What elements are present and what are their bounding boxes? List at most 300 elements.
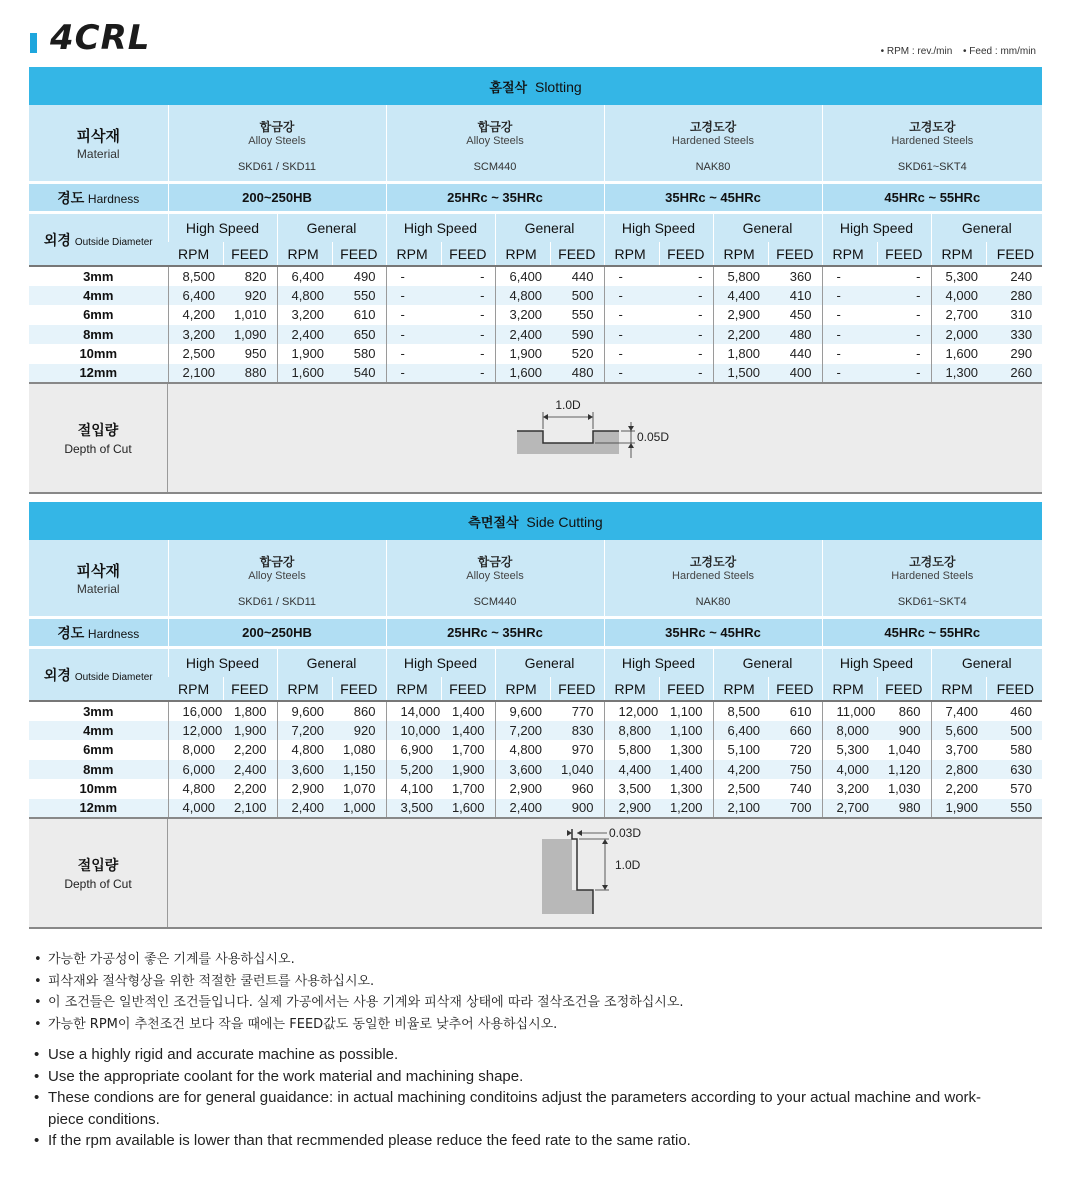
feed-cell: -	[659, 286, 713, 306]
feed-cell: 1,080	[332, 740, 386, 760]
rpm-header: RPM	[386, 677, 441, 701]
feed-cell: 900	[550, 799, 604, 819]
feed-cell: 860	[332, 701, 386, 721]
side-cutting-table	[29, 502, 1042, 819]
feed-cell: -	[659, 266, 713, 286]
page-title: 4CRL	[50, 18, 151, 58]
feed-cell: 1,090	[223, 325, 277, 345]
feed-cell: 920	[223, 286, 277, 306]
feed-cell: 1,200	[659, 799, 713, 819]
general-header: General	[931, 214, 1042, 242]
feed-cell: 550	[986, 799, 1042, 819]
rpm-header: RPM	[277, 677, 332, 701]
rpm-cell: 1,300	[931, 364, 986, 384]
rpm-cell: 2,400	[277, 799, 332, 819]
rpm-cell: 2,700	[931, 305, 986, 325]
feed-cell: 1,300	[659, 779, 713, 799]
diameter-header	[29, 214, 168, 266]
rpm-cell: -	[386, 305, 441, 325]
rpm-cell: 4,000	[931, 286, 986, 306]
feed-cell: 450	[768, 305, 822, 325]
rpm-header: RPM	[495, 242, 550, 266]
slot-depth-label: 0.05D	[637, 430, 670, 444]
slotting-title	[29, 67, 1042, 105]
rpm-header: RPM	[931, 677, 986, 701]
feed-cell: 880	[223, 364, 277, 384]
feed-cell: -	[441, 286, 495, 306]
feed-cell: -	[659, 344, 713, 364]
rpm-cell: 2,900	[604, 799, 659, 819]
rpm-cell: -	[386, 266, 441, 286]
feed-header: FEED	[986, 677, 1042, 701]
hardness-label-ko: 경도	[57, 625, 85, 642]
feed-header: FEED	[441, 677, 495, 701]
note-item: • Use a highly rigid and accurate machine as possible.	[34, 1044, 1014, 1066]
workpiece-left	[517, 431, 543, 454]
feed-cell: 1,800	[223, 701, 277, 721]
rpm-cell: -	[822, 364, 877, 384]
rpm-cell: -	[604, 305, 659, 325]
feed-cell: 550	[550, 305, 604, 325]
material-grade: SKD61 / SKD11	[237, 595, 317, 608]
rpm-cell: 2,000	[931, 325, 986, 345]
note-item: • 피삭재와 절삭형상을 위한 적절한 쿨런트를 사용하십시오.	[34, 971, 684, 993]
feed-cell: 610	[768, 701, 822, 721]
feed-cell: 1,120	[877, 760, 931, 780]
rpm-cell: 9,600	[495, 701, 550, 721]
material-header	[29, 105, 168, 181]
diameter-header	[29, 649, 168, 701]
rpm-cell: -	[822, 344, 877, 364]
feed-cell: 580	[332, 344, 386, 364]
material-cell	[604, 105, 822, 181]
hardness-value: 45HRc ~ 55HRc	[822, 184, 1042, 211]
material-label-en: Material	[76, 582, 120, 596]
table-row	[29, 779, 1042, 799]
feed-cell: 410	[768, 286, 822, 306]
diameter-cell: 3mm	[29, 266, 168, 286]
feed-header: FEED	[986, 242, 1042, 266]
rpm-cell: 2,500	[168, 344, 223, 364]
rpm-cell: 6,000	[168, 760, 223, 780]
diameter-cell: 10mm	[29, 344, 168, 364]
rpm-cell: -	[604, 325, 659, 345]
table-row	[29, 286, 1042, 306]
feed-cell: 1,900	[223, 721, 277, 741]
note-item: • Use the appropriate coolant for the work material and machining shape.	[34, 1066, 1014, 1088]
feed-header: FEED	[659, 242, 713, 266]
feed-header: FEED	[223, 242, 277, 266]
material-grade: SKD61~SKT4	[897, 595, 967, 608]
feed-header: FEED	[441, 242, 495, 266]
feed-cell: 830	[550, 721, 604, 741]
rpm-cell: 4,100	[386, 779, 441, 799]
rpm-cell: 5,600	[931, 721, 986, 741]
rpm-cell: 2,100	[168, 364, 223, 384]
diameter-cell: 8mm	[29, 325, 168, 345]
material-name-en: Hardened Steels	[672, 569, 754, 582]
material-name-ko: 고경도강	[689, 554, 737, 569]
rpm-cell: 5,300	[931, 266, 986, 286]
notes-english	[34, 1044, 1014, 1152]
rpm-header: RPM	[168, 677, 223, 701]
material-cell	[168, 105, 386, 181]
rpm-cell: 14,000	[386, 701, 441, 721]
depth-label-ko: 절입량	[77, 423, 119, 439]
side-cutting-section	[29, 502, 1042, 929]
material-name-en: Hardened Steels	[672, 134, 754, 147]
feed-cell: 570	[986, 779, 1042, 799]
material-name-ko: 합금강	[477, 119, 513, 134]
feed-cell: -	[877, 325, 931, 345]
depth-label-en: Depth of Cut	[64, 442, 132, 456]
workpiece-bottom	[543, 443, 593, 454]
rpm-cell: -	[604, 344, 659, 364]
table-row	[29, 799, 1042, 819]
feed-cell: -	[441, 364, 495, 384]
feed-cell: 500	[986, 721, 1042, 741]
side-cut-diagram	[29, 819, 1042, 929]
table-row	[29, 305, 1042, 325]
feed-cell: 1,000	[332, 799, 386, 819]
feed-cell: 1,400	[441, 721, 495, 741]
table-row	[29, 740, 1042, 760]
feed-cell: -	[441, 266, 495, 286]
rpm-cell: 5,100	[713, 740, 768, 760]
feed-cell: 260	[986, 364, 1042, 384]
hardness-label-en: Hardness	[87, 191, 140, 206]
diameter-label-ko: 외경	[43, 667, 71, 684]
feed-cell: 360	[768, 266, 822, 286]
rpm-cell: -	[604, 364, 659, 384]
feed-cell: -	[877, 344, 931, 364]
feed-cell: 720	[768, 740, 822, 760]
feed-unit: • Feed : mm/min	[963, 46, 1036, 57]
rpm-header: RPM	[713, 242, 768, 266]
material-grade: SKD61 / SKD11	[237, 160, 317, 173]
rpm-cell: 5,200	[386, 760, 441, 780]
high-speed-header: High Speed	[386, 649, 495, 677]
rpm-cell: -	[604, 286, 659, 306]
rpm-cell: 8,000	[822, 721, 877, 741]
hardness-value: 45HRc ~ 55HRc	[822, 619, 1042, 646]
rpm-cell: 4,800	[495, 740, 550, 760]
material-grade: SKD61~SKT4	[897, 160, 967, 173]
hardness-value: 25HRc ~ 35HRc	[386, 184, 604, 211]
feed-header: FEED	[768, 677, 822, 701]
feed-cell: 580	[986, 740, 1042, 760]
side-cutting-title-en: Side Cutting	[526, 513, 603, 530]
rpm-cell: 4,200	[168, 305, 223, 325]
high-speed-header: High Speed	[604, 214, 713, 242]
rpm-cell: 2,400	[495, 799, 550, 819]
rpm-header: RPM	[386, 242, 441, 266]
hardness-value: 35HRc ~ 45HRc	[604, 184, 822, 211]
workpiece-right	[593, 431, 619, 454]
rpm-cell: 1,500	[713, 364, 768, 384]
rpm-cell: 8,000	[168, 740, 223, 760]
material-name-en: Alloy Steels	[248, 134, 306, 147]
rpm-cell: 4,200	[713, 760, 768, 780]
rpm-cell: 4,800	[168, 779, 223, 799]
rpm-header: RPM	[277, 242, 332, 266]
rpm-cell: 7,200	[495, 721, 550, 741]
feed-cell: 960	[550, 779, 604, 799]
slotting-title-en: Slotting	[534, 78, 582, 95]
rpm-cell: 6,400	[713, 721, 768, 741]
feed-header: FEED	[877, 242, 931, 266]
high-speed-header: High Speed	[822, 214, 931, 242]
rpm-cell: 1,900	[931, 799, 986, 819]
rpm-cell: 8,500	[168, 266, 223, 286]
rpm-cell: 11,000	[822, 701, 877, 721]
material-name-ko: 고경도강	[689, 119, 737, 134]
feed-cell: 490	[332, 266, 386, 286]
rpm-cell: 2,900	[495, 779, 550, 799]
feed-cell: -	[877, 266, 931, 286]
rpm-cell: 1,600	[495, 364, 550, 384]
feed-cell: -	[877, 305, 931, 325]
rpm-cell: 3,600	[495, 760, 550, 780]
feed-cell: 740	[768, 779, 822, 799]
rpm-cell: 7,400	[931, 701, 986, 721]
general-header: General	[931, 649, 1042, 677]
material-name-en: Alloy Steels	[466, 134, 524, 147]
side-cutting-data-body	[29, 701, 1042, 818]
rpm-cell: 3,500	[386, 799, 441, 819]
rpm-cell: 2,400	[495, 325, 550, 345]
feed-cell: 2,400	[223, 760, 277, 780]
side-depth-of-cut	[29, 819, 1042, 929]
rpm-cell: 4,800	[277, 740, 332, 760]
feed-cell: 280	[986, 286, 1042, 306]
rpm-cell: 10,000	[386, 721, 441, 741]
feed-cell: 550	[332, 286, 386, 306]
feed-cell: 1,700	[441, 740, 495, 760]
rpm-cell: -	[822, 286, 877, 306]
rpm-cell: 3,200	[277, 305, 332, 325]
feed-cell: 1,900	[441, 760, 495, 780]
rpm-cell: 3,200	[495, 305, 550, 325]
table-row	[29, 325, 1042, 345]
feed-cell: 440	[550, 266, 604, 286]
table-row	[29, 721, 1042, 741]
rpm-cell: 16,000	[168, 701, 223, 721]
rpm-cell: 12,000	[604, 701, 659, 721]
material-cell	[822, 540, 1042, 616]
material-cell	[822, 105, 1042, 181]
feed-cell: 290	[986, 344, 1042, 364]
feed-cell: 400	[768, 364, 822, 384]
rpm-cell: 2,500	[713, 779, 768, 799]
rpm-header: RPM	[822, 242, 877, 266]
feed-cell: 590	[550, 325, 604, 345]
feed-cell: 650	[332, 325, 386, 345]
feed-header: FEED	[550, 677, 604, 701]
diameter-cell: 4mm	[29, 721, 168, 741]
slot-diagram	[29, 384, 1042, 494]
rpm-cell: -	[822, 266, 877, 286]
feed-cell: -	[659, 364, 713, 384]
material-name-ko: 합금강	[477, 554, 513, 569]
rpm-cell: 6,900	[386, 740, 441, 760]
feed-header: FEED	[877, 677, 931, 701]
rpm-cell: 2,900	[277, 779, 332, 799]
feed-cell: 1,150	[332, 760, 386, 780]
rpm-cell: 6,400	[495, 266, 550, 286]
rpm-cell: 4,000	[822, 760, 877, 780]
feed-cell: 480	[550, 364, 604, 384]
feed-cell: 240	[986, 266, 1042, 286]
material-name-en: Alloy Steels	[466, 569, 524, 582]
feed-header: FEED	[332, 677, 386, 701]
diameter-cell: 4mm	[29, 286, 168, 306]
diameter-cell: 6mm	[29, 305, 168, 325]
feed-cell: 750	[768, 760, 822, 780]
feed-cell: 440	[768, 344, 822, 364]
material-name-en: Alloy Steels	[248, 569, 306, 582]
feed-cell: 1,600	[441, 799, 495, 819]
feed-cell: 1,400	[659, 760, 713, 780]
diameter-cell: 10mm	[29, 779, 168, 799]
material-header	[29, 540, 168, 616]
feed-cell: 980	[877, 799, 931, 819]
feed-header: FEED	[550, 242, 604, 266]
rpm-cell: 5,800	[713, 266, 768, 286]
feed-cell: 820	[223, 266, 277, 286]
table-row	[29, 344, 1042, 364]
diameter-label-ko: 외경	[43, 232, 71, 249]
rpm-cell: 2,100	[713, 799, 768, 819]
material-grade: SCM440	[473, 160, 517, 173]
material-label-en: Material	[76, 147, 120, 161]
high-speed-header: High Speed	[168, 214, 277, 242]
hardness-value: 25HRc ~ 35HRc	[386, 619, 604, 646]
slotting-table	[29, 67, 1042, 384]
feed-cell: 1,030	[877, 779, 931, 799]
rpm-cell: 4,000	[168, 799, 223, 819]
material-name-ko: 합금강	[259, 554, 295, 569]
feed-cell: 610	[332, 305, 386, 325]
feed-cell: 1,700	[441, 779, 495, 799]
hardness-value: 200~250HB	[168, 619, 386, 646]
feed-cell: 630	[986, 760, 1042, 780]
feed-cell: 900	[877, 721, 931, 741]
rpm-header: RPM	[931, 242, 986, 266]
material-cell	[386, 105, 604, 181]
rpm-cell: 3,600	[277, 760, 332, 780]
material-grade: NAK80	[695, 160, 731, 173]
feed-cell: 700	[768, 799, 822, 819]
rpm-cell: 5,300	[822, 740, 877, 760]
side-cutting-title	[29, 502, 1042, 540]
rpm-cell: 2,800	[931, 760, 986, 780]
rpm-cell: 1,900	[495, 344, 550, 364]
rpm-cell: 2,200	[931, 779, 986, 799]
high-speed-header: High Speed	[168, 649, 277, 677]
hardness-label-en: Hardness	[87, 626, 140, 641]
rpm-cell: 4,400	[713, 286, 768, 306]
hardness-label-ko: 경도	[57, 190, 85, 207]
diameter-cell: 8mm	[29, 760, 168, 780]
slotting-depth-of-cut	[29, 384, 1042, 494]
rpm-header: RPM	[604, 242, 659, 266]
table-row	[29, 266, 1042, 286]
slotting-title-ko: 홈절삭	[489, 80, 528, 96]
high-speed-header: High Speed	[822, 649, 931, 677]
feed-cell: -	[659, 305, 713, 325]
feed-cell: 520	[550, 344, 604, 364]
slot-width-label: 1.0D	[555, 398, 581, 412]
rpm-cell: 9,600	[277, 701, 332, 721]
depth-label-en: Depth of Cut	[64, 877, 132, 891]
high-speed-header: High Speed	[604, 649, 713, 677]
feed-cell: 460	[986, 701, 1042, 721]
feed-cell: 1,300	[659, 740, 713, 760]
feed-cell: 540	[332, 364, 386, 384]
material-grade: SCM440	[473, 595, 517, 608]
rpm-cell: 4,800	[277, 286, 332, 306]
feed-cell: 950	[223, 344, 277, 364]
rpm-cell: 6,400	[277, 266, 332, 286]
rpm-cell: -	[386, 286, 441, 306]
rpm-cell: 8,800	[604, 721, 659, 741]
units-legend	[873, 46, 1036, 57]
rpm-cell: 3,700	[931, 740, 986, 760]
feed-cell: 1,100	[659, 721, 713, 741]
general-header: General	[713, 649, 822, 677]
depth-label-ko: 절입량	[77, 858, 119, 874]
rpm-cell: 1,600	[931, 344, 986, 364]
rpm-cell: 7,200	[277, 721, 332, 741]
rpm-cell: -	[386, 364, 441, 384]
rpm-cell: -	[386, 325, 441, 345]
material-cell	[168, 540, 386, 616]
feed-cell: 970	[550, 740, 604, 760]
table-row	[29, 364, 1042, 384]
feed-cell: 1,010	[223, 305, 277, 325]
feed-cell: -	[877, 364, 931, 384]
table-row	[29, 701, 1042, 721]
feed-cell: -	[659, 325, 713, 345]
general-header: General	[495, 649, 604, 677]
slotting-data-body	[29, 266, 1042, 383]
rpm-cell: 4,400	[604, 760, 659, 780]
feed-cell: 2,200	[223, 740, 277, 760]
rpm-cell: 3,500	[604, 779, 659, 799]
feed-cell: 1,100	[659, 701, 713, 721]
feed-cell: 480	[768, 325, 822, 345]
feed-cell: 920	[332, 721, 386, 741]
material-label-ko: 피삭재	[76, 562, 120, 580]
rpm-header: RPM	[604, 677, 659, 701]
hardness-value: 35HRc ~ 45HRc	[604, 619, 822, 646]
feed-header: FEED	[332, 242, 386, 266]
diameter-cell: 12mm	[29, 364, 168, 384]
notes-korean	[34, 949, 684, 1035]
note-item: • 가능한 RPM이 추천조건 보다 작을 때에는 FEED값도 동일한 비율로 낮추어 사용하십시오.	[34, 1014, 684, 1036]
rpm-header: RPM	[495, 677, 550, 701]
feed-cell: -	[441, 325, 495, 345]
feed-cell: -	[441, 305, 495, 325]
feed-cell: 1,040	[550, 760, 604, 780]
feed-header: FEED	[659, 677, 713, 701]
side-depth-label: 1.0D	[615, 858, 641, 872]
hardness-value: 200~250HB	[168, 184, 386, 211]
diameter-label-en: Outside Diameter	[74, 236, 153, 248]
feed-cell: 860	[877, 701, 931, 721]
rpm-cell: 3,200	[822, 779, 877, 799]
